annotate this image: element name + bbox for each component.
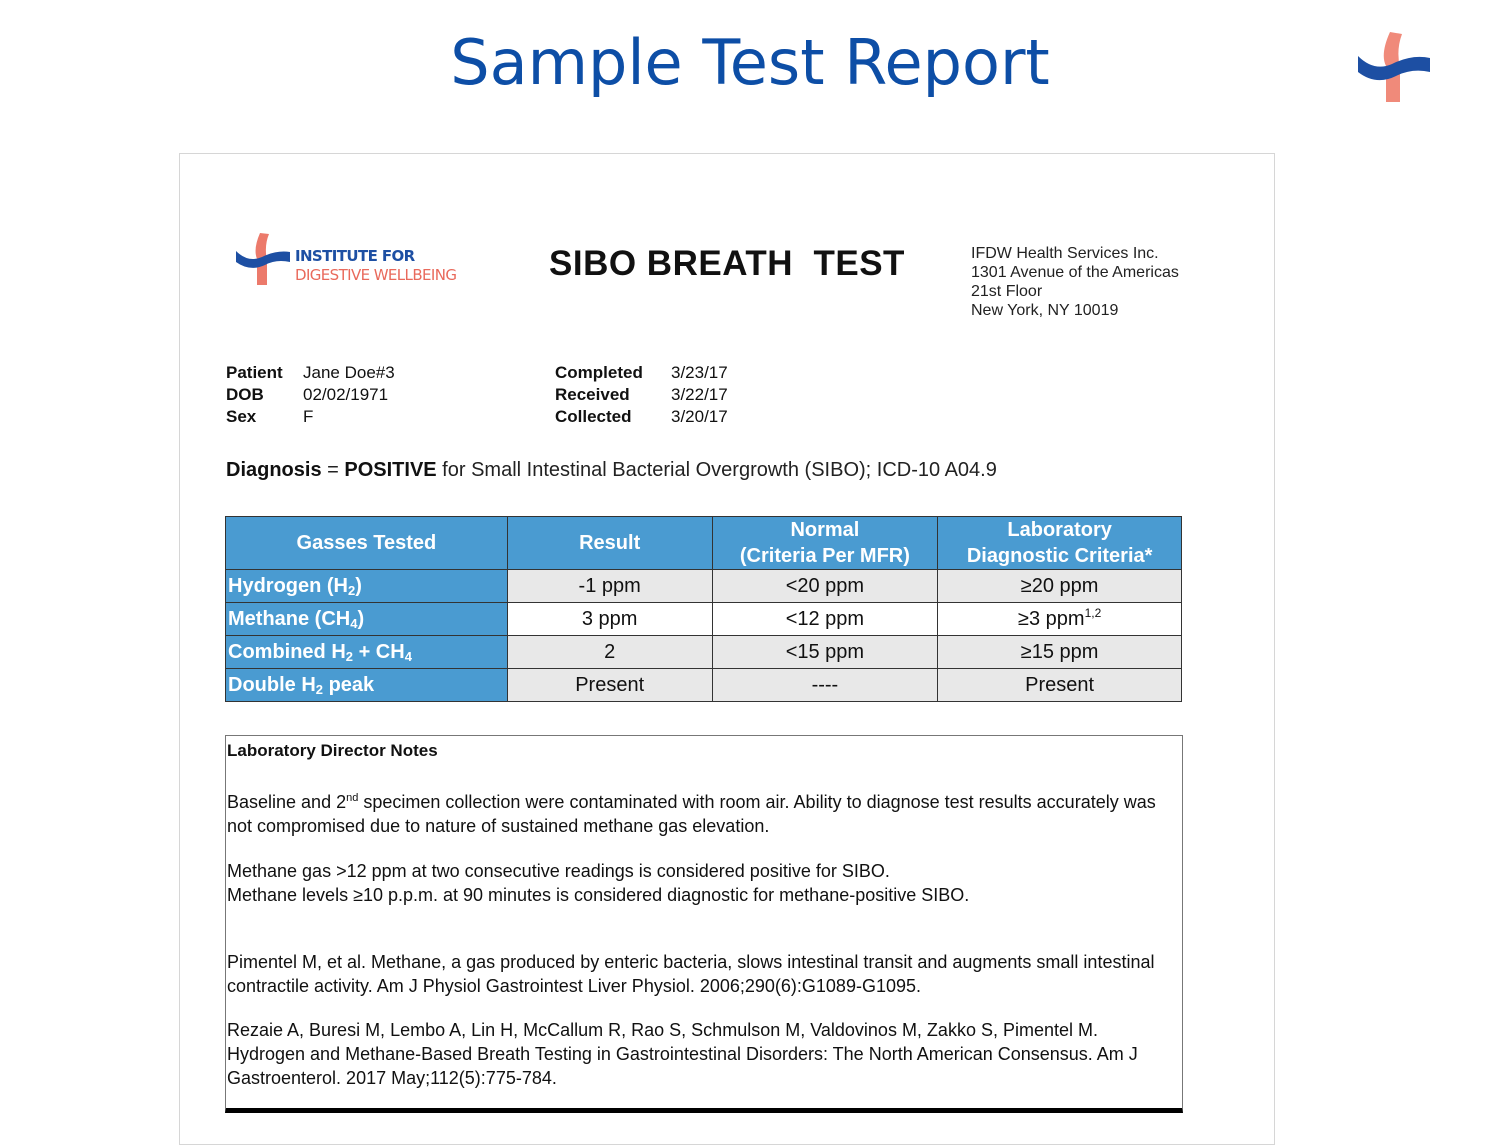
field-value: 3/20/17: [671, 407, 728, 426]
header-result: Result: [507, 517, 712, 570]
header-normal-line1: Normal: [790, 519, 860, 541]
logo-line-2: DIGESTIVE WELLBEING: [295, 266, 457, 284]
field-label: Completed: [555, 363, 643, 382]
completed-row: [555, 362, 728, 384]
field-label: Sex: [226, 407, 257, 426]
result-cell: -1 ppm: [507, 570, 712, 603]
header-lab-criteria: [938, 517, 1182, 570]
field-label: Patient: [226, 363, 283, 382]
institute-logo-text: [295, 247, 456, 285]
table-row: [226, 603, 1182, 636]
sex-row: [226, 406, 395, 428]
gas-cell: [226, 636, 508, 669]
gas-name-end: peak: [323, 673, 375, 696]
table-row: [226, 570, 1182, 603]
normal-cell: <15 ppm: [712, 636, 938, 669]
ordinal-superscript: nd: [346, 792, 359, 804]
gas-name-end: ): [355, 574, 362, 597]
gas-subscript: 2: [315, 681, 324, 697]
lab-criteria-cell: [938, 603, 1182, 636]
header-normal: [712, 517, 938, 570]
address-line: 21st Floor: [971, 283, 1043, 300]
date-info: [555, 362, 728, 428]
table-row: [226, 669, 1182, 702]
header-normal-line2: (Criteria Per MFR): [739, 545, 910, 567]
result-cell: Present: [507, 669, 712, 702]
lab-criteria-cell: ≥15 ppm: [938, 636, 1182, 669]
results-table: [225, 516, 1182, 702]
address-line: IFDW Health Services Inc.: [971, 245, 1159, 262]
cross-logo-icon: [1356, 32, 1432, 102]
field-value: F: [303, 407, 314, 426]
gas-name: Double H: [228, 673, 316, 696]
notes-heading: Laboratory Director Notes: [227, 741, 438, 760]
notes-reference: Pimentel M, et al. Methane, a gas produced by enteric bacteria, slows intestinal transit and augments small intestinal contractile activity. Am J Physiol Gastrointest Liver Physiol. 2006;290(6):G1089-G1095.: [227, 952, 1155, 996]
diagnosis-eq: =: [321, 459, 345, 481]
gas-name-mid: + CH: [353, 640, 405, 663]
header-lab-line1: Laboratory: [1007, 519, 1112, 541]
lab-criteria-value: ≥3 ppm: [1018, 607, 1085, 630]
director-notes: [225, 735, 1183, 1113]
notes-text: Methane gas >12 ppm at two consecutive readings is considered positive for SIBO.: [227, 861, 890, 881]
gas-subscript: 2: [348, 582, 356, 598]
gas-name-end: ): [357, 607, 365, 630]
reference-superscript: 1,2: [1084, 605, 1102, 620]
diagnosis-text: for Small Intestinal Bacterial Overgrowth (SIBO); ICD-10 A04.9: [436, 459, 997, 481]
notes-paragraph: [227, 859, 1177, 907]
header-gasses-tested: Gasses Tested: [226, 517, 508, 570]
gas-name: Hydrogen (H: [228, 574, 348, 597]
gas-cell: [226, 669, 508, 702]
patient-info: [226, 362, 395, 428]
result-cell: 3 ppm: [507, 603, 712, 636]
page-title: Sample Test Report: [450, 26, 1050, 99]
gas-subscript: 4: [404, 648, 412, 664]
patient-row: [226, 362, 395, 384]
field-label: Received: [555, 385, 630, 404]
diagnosis-label: Diagnosis: [226, 459, 322, 481]
table-row: [226, 636, 1182, 669]
address-line: 1301 Avenue of the Americas: [971, 264, 1179, 281]
gas-name: Methane (CH: [228, 607, 351, 630]
diagnosis-line: [226, 459, 997, 482]
result-cell: 2: [507, 636, 712, 669]
table-header-row: [226, 517, 1182, 570]
gas-subscript: 2: [345, 648, 354, 664]
received-row: [555, 384, 728, 406]
field-label: Collected: [555, 407, 632, 426]
lab-criteria-cell: Present: [938, 669, 1182, 702]
notes-text: Methane levels ≥10 p.p.m. at 90 minutes is considered diagnostic for methane-positive SIBO.: [227, 885, 970, 905]
notes-paragraph: [227, 790, 1177, 838]
gas-cell: [226, 603, 508, 636]
notes-text: Baseline and 2: [227, 792, 347, 812]
lab-address: [971, 244, 1179, 320]
gas-subscript: 4: [350, 615, 358, 631]
dob-row: [226, 384, 395, 406]
normal-cell: ----: [712, 669, 938, 702]
field-value: Jane Doe#3: [303, 363, 395, 382]
address-line: New York, NY 10019: [971, 302, 1119, 319]
notes-text: specimen collection were contaminated with room air. Ability to diagnose test results accurately was not compromised due to nature of sustained methane gas elevation.: [227, 792, 1156, 836]
institute-logo-icon: [236, 233, 292, 285]
collected-row: [555, 406, 728, 428]
report-title: SIBO BREATH TEST: [549, 244, 905, 283]
diagnosis-status: POSITIVE: [344, 459, 437, 481]
header-lab-line2: Diagnostic Criteria*: [966, 545, 1153, 567]
field-label: DOB: [226, 385, 264, 404]
field-value: 02/02/1971: [303, 385, 389, 404]
lab-criteria-cell: ≥20 ppm: [938, 570, 1182, 603]
normal-cell: <20 ppm: [712, 570, 938, 603]
gas-name: Combined H: [228, 640, 346, 663]
gas-cell: [226, 570, 508, 603]
field-value: 3/22/17: [671, 385, 728, 404]
logo-line-1: INSTITUTE FOR: [295, 247, 415, 265]
normal-cell: <12 ppm: [712, 603, 938, 636]
field-value: 3/23/17: [671, 363, 728, 382]
notes-reference: Rezaie A, Buresi M, Lembo A, Lin H, McCallum R, Rao S, Schmulson M, Valdovinos M, Zakko S, Pimentel M. Hydrogen and Methane-Based Breath Testing in Gastrointestinal Disorders: The North American Consensus. Am J Gastroenterol. 2017 May;112(5):775-784.: [227, 1020, 1138, 1088]
